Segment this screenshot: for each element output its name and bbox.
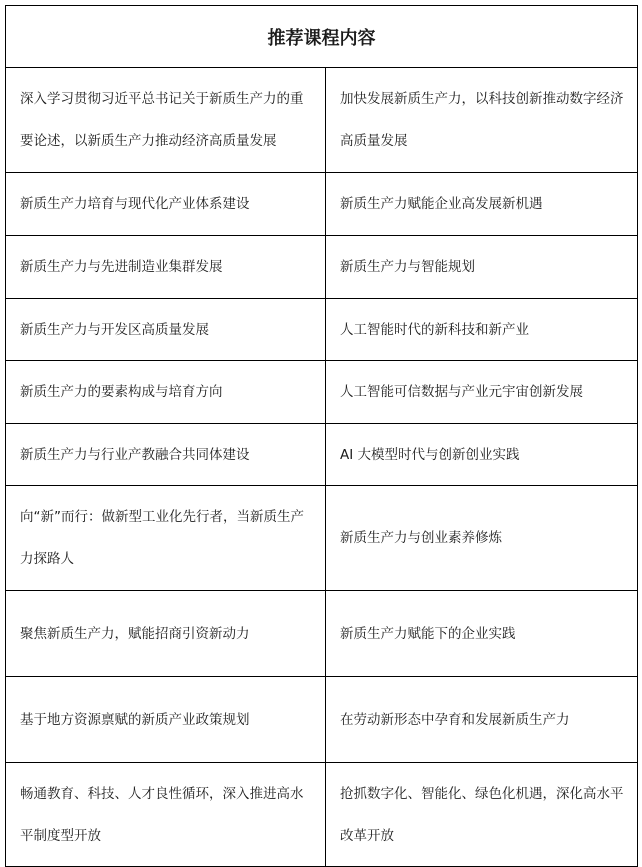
table-row — [6, 236, 638, 299]
table-row — [6, 299, 638, 361]
course-cell-right: 在劳动新形态中孕育和发展新质生产力 — [326, 677, 638, 763]
course-cell-right: 新质生产力赋能企业高发展新机遇 — [326, 173, 638, 236]
course-cell-right: 加快发展新质生产力，以科技创新推动数字经济高质量发展 — [326, 68, 638, 173]
table-header-row — [6, 6, 638, 68]
course-cell-right: 新质生产力与创业素养修炼 — [326, 486, 638, 591]
table-row — [6, 68, 638, 173]
course-cell-left: 新质生产力的要素构成与培育方向 — [6, 361, 326, 424]
table-title: 推荐课程内容 — [6, 6, 638, 68]
table-row — [6, 486, 638, 591]
course-cell-left: 基于地方资源禀赋的新质产业政策规划 — [6, 677, 326, 763]
table-row — [6, 763, 638, 867]
course-cell-left: 聚焦新质生产力，赋能招商引资新动力 — [6, 591, 326, 677]
course-cell-left: 新质生产力与开发区高质量发展 — [6, 299, 326, 361]
table-row — [6, 677, 638, 763]
course-cell-left: 深入学习贯彻习近平总书记关于新质生产力的重要论述，以新质生产力推动经济高质量发展 — [6, 68, 326, 173]
course-cell-right: 抢抓数字化、智能化、绿色化机遇，深化高水平改革开放 — [326, 763, 638, 867]
course-cell-left: 新质生产力培育与现代化产业体系建设 — [6, 173, 326, 236]
course-cell-left: 向“新”而行：做新型工业化先行者，当新质生产力探路人 — [6, 486, 326, 591]
table-row — [6, 591, 638, 677]
table-row — [6, 173, 638, 236]
table-row — [6, 424, 638, 486]
table-row — [6, 361, 638, 424]
course-cell-left: 畅通教育、科技、人才良性循环，深入推进高水平制度型开放 — [6, 763, 326, 867]
course-cell-left: 新质生产力与行业产教融合共同体建设 — [6, 424, 326, 486]
course-cell-right: 人工智能时代的新科技和新产业 — [326, 299, 638, 361]
course-cell-right: AI 大模型时代与创新创业实践 — [326, 424, 638, 486]
course-cell-right: 新质生产力赋能下的企业实践 — [326, 591, 638, 677]
course-cell-right: 新质生产力与智能规划 — [326, 236, 638, 299]
course-table — [5, 5, 638, 867]
course-cell-left: 新质生产力与先进制造业集群发展 — [6, 236, 326, 299]
course-cell-right: 人工智能可信数据与产业元宇宙创新发展 — [326, 361, 638, 424]
